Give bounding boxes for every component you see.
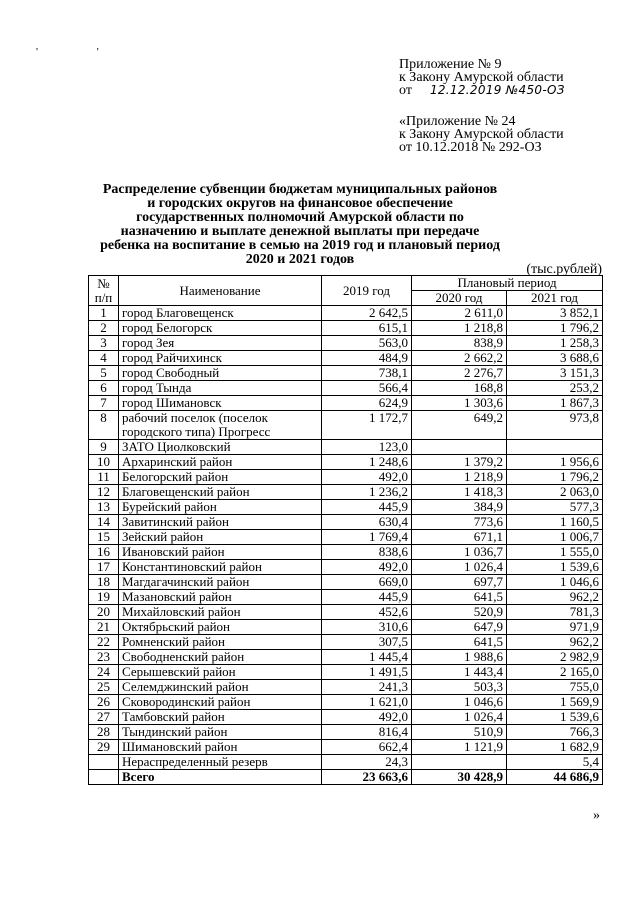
row-number: 9 xyxy=(89,440,119,455)
row-2021: 3 852,1 xyxy=(507,306,603,321)
row-number: 21 xyxy=(89,620,119,635)
row-2020: 1 036,7 xyxy=(412,545,507,560)
row-name: город Зея xyxy=(119,336,322,351)
row-name: город Свободный xyxy=(119,366,322,381)
closing-quote: » xyxy=(593,808,600,823)
row-2020: 838,9 xyxy=(412,336,507,351)
row-name: Нераспределенный резерв xyxy=(119,755,322,770)
row-name: Бурейский район xyxy=(119,500,322,515)
table-row xyxy=(89,500,603,515)
row-2020: 168,8 xyxy=(412,381,507,396)
row-name: город Белогорск xyxy=(119,321,322,336)
row-2020: 641,5 xyxy=(412,635,507,650)
row-name: Белогорский район xyxy=(119,470,322,485)
row-number: 19 xyxy=(89,590,119,605)
table-row xyxy=(89,590,603,605)
table-row xyxy=(89,710,603,725)
row-number: 8 xyxy=(89,411,119,440)
row-2019: 738,1 xyxy=(322,366,412,381)
row-number xyxy=(89,755,119,770)
table-row xyxy=(89,635,603,650)
row-number: 1 xyxy=(89,306,119,321)
row-name: Магдагачинский район xyxy=(119,575,322,590)
header-date-prefix: от xyxy=(399,83,412,98)
row-2019: 662,4 xyxy=(322,740,412,755)
row-2021: 1 539,6 xyxy=(507,710,603,725)
row-2020: 510,9 xyxy=(412,725,507,740)
header-old-law-ref: к Закону Амурской области xyxy=(399,127,564,142)
table-row xyxy=(89,755,603,770)
row-name: город Шимановск xyxy=(119,396,322,411)
row-2021: 1 006,7 xyxy=(507,530,603,545)
row-2021: 1 796,2 xyxy=(507,470,603,485)
row-2020: 2 611,0 xyxy=(412,306,507,321)
row-name: Тындинский район xyxy=(119,725,322,740)
row-2019: 123,0 xyxy=(322,440,412,455)
row-number: 2 xyxy=(89,321,119,336)
row-2020: 520,9 xyxy=(412,605,507,620)
row-2021: 1 160,5 xyxy=(507,515,603,530)
row-2020: 503,3 xyxy=(412,680,507,695)
document-title: Распределение субвенции бюджетам муниципальных районов и городских округов на финансовое обеспечение государственных полномочий Амурской области по назначению и выплате денежной выплаты при передаче ребенка на воспитание в семью на 2019 год и плановый период 2020 и 2021 годов xyxy=(100,182,500,267)
row-2020: 641,5 xyxy=(412,590,507,605)
row-2019: 241,3 xyxy=(322,680,412,695)
row-number: 28 xyxy=(89,725,119,740)
row-number: 13 xyxy=(89,500,119,515)
row-2021: 1 569,9 xyxy=(507,695,603,710)
row-name: Зейский район xyxy=(119,530,322,545)
row-2021: 962,2 xyxy=(507,590,603,605)
table-row xyxy=(89,650,603,665)
table-row xyxy=(89,440,603,455)
row-number: 29 xyxy=(89,740,119,755)
table-row xyxy=(89,396,603,411)
row-number: 11 xyxy=(89,470,119,485)
row-2019: 492,0 xyxy=(322,710,412,725)
row-name: Сковородинский район xyxy=(119,695,322,710)
row-2019: 816,4 xyxy=(322,725,412,740)
units-label: (тыс.рублей) xyxy=(526,262,602,277)
row-number: 27 xyxy=(89,710,119,725)
table-row xyxy=(89,530,603,545)
header-block-old xyxy=(399,115,564,154)
table-row xyxy=(89,306,603,321)
row-2021: 971,9 xyxy=(507,620,603,635)
table-row xyxy=(89,560,603,575)
row-2019: 1 172,7 xyxy=(322,411,412,440)
table-row xyxy=(89,455,603,470)
row-name: Архаринский район xyxy=(119,455,322,470)
row-2021: 1 867,3 xyxy=(507,396,603,411)
row-2021: 577,3 xyxy=(507,500,603,515)
row-2019: 24,3 xyxy=(322,755,412,770)
row-2019: 669,0 xyxy=(322,575,412,590)
row-number: 18 xyxy=(89,575,119,590)
row-2020: 697,7 xyxy=(412,575,507,590)
table-row xyxy=(89,321,603,336)
row-name: Ивановский район xyxy=(119,545,322,560)
row-2019: 484,9 xyxy=(322,351,412,366)
row-2020: 1 418,3 xyxy=(412,485,507,500)
row-number: 17 xyxy=(89,560,119,575)
table-row xyxy=(89,575,603,590)
row-2019: 452,6 xyxy=(322,605,412,620)
row-2021: 3 688,6 xyxy=(507,351,603,366)
subvention-table xyxy=(88,275,603,785)
row-number: 6 xyxy=(89,381,119,396)
margin-marks: ' ' xyxy=(36,46,127,58)
row-2021: 1 682,9 xyxy=(507,740,603,755)
row-2019: 838,6 xyxy=(322,545,412,560)
row-number: 14 xyxy=(89,515,119,530)
row-number: 23 xyxy=(89,650,119,665)
header-block-new xyxy=(399,58,565,97)
row-2021: 766,3 xyxy=(507,725,603,740)
row-name: Михайловский район xyxy=(119,605,322,620)
header-law-ref: к Закону Амурской области xyxy=(399,70,564,85)
row-name: рабочий поселок (поселок городского типа) Прогресс xyxy=(119,411,322,440)
row-2021 xyxy=(507,440,603,455)
row-2019: 566,4 xyxy=(322,381,412,396)
row-2019: 445,9 xyxy=(322,590,412,605)
total-row xyxy=(89,770,603,785)
table-row xyxy=(89,485,603,500)
row-2021: 1 046,6 xyxy=(507,575,603,590)
row-2019: 624,9 xyxy=(322,396,412,411)
table-row xyxy=(89,620,603,635)
row-number: 20 xyxy=(89,605,119,620)
row-number: 15 xyxy=(89,530,119,545)
table-row xyxy=(89,366,603,381)
row-2019: 1 491,5 xyxy=(322,665,412,680)
row-number: 4 xyxy=(89,351,119,366)
table-row xyxy=(89,605,603,620)
row-2021: 2 982,9 xyxy=(507,650,603,665)
header-2019: 2019 год xyxy=(322,276,412,306)
row-2021: 1 796,2 xyxy=(507,321,603,336)
row-2020: 1 988,6 xyxy=(412,650,507,665)
row-2019: 307,5 xyxy=(322,635,412,650)
row-name: ЗАТО Циолковский xyxy=(119,440,322,455)
table-row xyxy=(89,725,603,740)
row-name: Свободненский район xyxy=(119,650,322,665)
row-2020 xyxy=(412,755,507,770)
row-2020: 1 121,9 xyxy=(412,740,507,755)
table-row xyxy=(89,515,603,530)
row-2021: 2 165,0 xyxy=(507,665,603,680)
row-number: 3 xyxy=(89,336,119,351)
row-2021: 755,0 xyxy=(507,680,603,695)
row-2021: 3 151,3 xyxy=(507,366,603,381)
row-name: Благовещенский район xyxy=(119,485,322,500)
row-2021: 2 063,0 xyxy=(507,485,603,500)
row-2020: 1 026,4 xyxy=(412,710,507,725)
row-number: 24 xyxy=(89,665,119,680)
handwritten-date: 12.12.2019 №450-ОЗ xyxy=(429,83,565,97)
row-2019: 1 248,6 xyxy=(322,455,412,470)
header-old-appendix: «Приложение № 24 xyxy=(399,114,516,129)
row-2020: 1 046,6 xyxy=(412,695,507,710)
row-number: 10 xyxy=(89,455,119,470)
table-row xyxy=(89,411,603,440)
row-number: 12 xyxy=(89,485,119,500)
row-2019: 310,6 xyxy=(322,620,412,635)
row-2020: 1 026,4 xyxy=(412,560,507,575)
table-row xyxy=(89,336,603,351)
row-2021: 1 555,0 xyxy=(507,545,603,560)
row-name: Шимановский район xyxy=(119,740,322,755)
row-name: Серышевский район xyxy=(119,665,322,680)
row-2019: 630,4 xyxy=(322,515,412,530)
row-2021: 1 539,6 xyxy=(507,560,603,575)
table-row xyxy=(89,740,603,755)
row-2019: 1 769,4 xyxy=(322,530,412,545)
row-2019: 492,0 xyxy=(322,560,412,575)
total-2019: 23 663,6 xyxy=(322,770,412,785)
header-name: Наименование xyxy=(119,276,322,306)
header-plan-period: Плановый период xyxy=(412,276,603,291)
row-2019: 1 445,4 xyxy=(322,650,412,665)
row-number: 16 xyxy=(89,545,119,560)
header-appendix-number: Приложение № 9 xyxy=(399,57,502,72)
row-2019: 2 642,5 xyxy=(322,306,412,321)
header-2021: 2021 год xyxy=(507,291,603,306)
row-2021: 5,4 xyxy=(507,755,603,770)
row-2019: 1 236,2 xyxy=(322,485,412,500)
row-2020: 1 379,2 xyxy=(412,455,507,470)
row-2021: 253,2 xyxy=(507,381,603,396)
row-2021: 973,8 xyxy=(507,411,603,440)
row-2020: 2 662,2 xyxy=(412,351,507,366)
row-name: Селемджинский район xyxy=(119,680,322,695)
total-number xyxy=(89,770,119,785)
row-name: город Райчихинск xyxy=(119,351,322,366)
total-label: Всего xyxy=(119,770,322,785)
row-2020: 773,6 xyxy=(412,515,507,530)
row-2020: 671,1 xyxy=(412,530,507,545)
row-name: Тамбовский район xyxy=(119,710,322,725)
row-2019: 1 621,0 xyxy=(322,695,412,710)
row-2020: 649,2 xyxy=(412,411,507,440)
header-date-line xyxy=(399,84,565,97)
row-name: Мазановский район xyxy=(119,590,322,605)
row-2020: 647,9 xyxy=(412,620,507,635)
row-2021: 781,3 xyxy=(507,605,603,620)
row-2020: 1 303,6 xyxy=(412,396,507,411)
table-row xyxy=(89,470,603,485)
row-2021: 962,2 xyxy=(507,635,603,650)
total-2021: 44 686,9 xyxy=(507,770,603,785)
table-row xyxy=(89,545,603,560)
row-2019: 492,0 xyxy=(322,470,412,485)
row-name: Ромненский район xyxy=(119,635,322,650)
row-2021: 1 956,6 xyxy=(507,455,603,470)
table-row xyxy=(89,680,603,695)
row-2020: 1 218,9 xyxy=(412,470,507,485)
header-num: № п/п xyxy=(89,276,119,306)
row-2019: 563,0 xyxy=(322,336,412,351)
row-2019: 615,1 xyxy=(322,321,412,336)
row-2021: 1 258,3 xyxy=(507,336,603,351)
table-row xyxy=(89,351,603,366)
row-number: 22 xyxy=(89,635,119,650)
row-number: 5 xyxy=(89,366,119,381)
row-2019: 445,9 xyxy=(322,500,412,515)
row-name: Завитинский район xyxy=(119,515,322,530)
table-row xyxy=(89,381,603,396)
row-2020: 2 276,7 xyxy=(412,366,507,381)
row-2020 xyxy=(412,440,507,455)
row-2020: 384,9 xyxy=(412,500,507,515)
row-number: 25 xyxy=(89,680,119,695)
header-2020: 2020 год xyxy=(412,291,507,306)
row-2020: 1 443,4 xyxy=(412,665,507,680)
row-name: Константиновский район xyxy=(119,560,322,575)
row-number: 26 xyxy=(89,695,119,710)
header-old-date: от 10.12.2018 № 292-ОЗ xyxy=(399,140,542,155)
table-row xyxy=(89,665,603,680)
row-name: Октябрьский район xyxy=(119,620,322,635)
row-2020: 1 218,8 xyxy=(412,321,507,336)
row-name: город Тында xyxy=(119,381,322,396)
table-row xyxy=(89,695,603,710)
row-name: город Благовещенск xyxy=(119,306,322,321)
total-2020: 30 428,9 xyxy=(412,770,507,785)
row-number: 7 xyxy=(89,396,119,411)
